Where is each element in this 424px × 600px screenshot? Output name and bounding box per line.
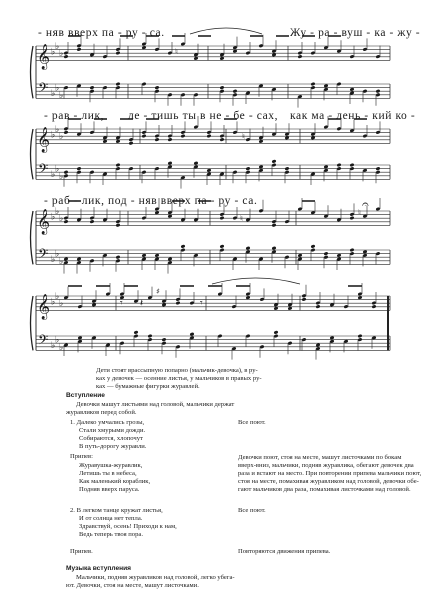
section-outro-body: Мальчики, подняв журавликов над головой, легко убега- ют. Девочки, стоя на месте, машут листочками. <box>66 574 235 589</box>
note-head <box>259 165 264 169</box>
brace <box>31 46 34 98</box>
note-head <box>207 134 212 138</box>
section-outro-title: Музыка вступления <box>66 565 132 572</box>
key-flat: ♭ <box>51 170 56 180</box>
note-head <box>220 216 225 220</box>
chorus-action: Девочки поют, стоя на месте, машут листочками по бокам вверх-вниз, мальчики, подняв журавлика, обегают девочек два раза и встают на место. При повторении припева мальчики поют, стоя на месте, помахивая журавликом над головой, девочки обе- гают мальчиков два раза, помахивая листочками над головой. <box>238 454 422 493</box>
key-flat: ♭ <box>59 342 64 353</box>
note-head <box>148 334 153 338</box>
note-head <box>298 54 303 58</box>
note-head <box>376 166 381 170</box>
note-head <box>285 166 290 170</box>
note-head <box>337 163 342 167</box>
treble-clef: 𝄞 <box>37 294 51 320</box>
key-flat: ♭ <box>55 125 60 135</box>
note-head <box>64 257 69 261</box>
treble-clef: 𝄞 <box>37 127 51 153</box>
note-head <box>168 257 173 261</box>
key-flat: ♭ <box>51 130 56 141</box>
verse-2: 2. В легком танце кружат листья, И от солнца нет тепла. Здравствуй, осень! Приходи к нам, Ведь теперь твоя пора. <box>70 507 177 538</box>
note-head <box>77 166 82 170</box>
note-head <box>64 54 69 58</box>
brace <box>31 296 34 350</box>
note-head <box>142 134 147 138</box>
note-head <box>311 244 316 248</box>
note-head <box>77 257 82 261</box>
note-head <box>272 159 277 163</box>
note-head <box>142 253 147 257</box>
fermata: 𝄐 <box>362 197 369 211</box>
note-head <box>181 244 186 248</box>
note-head <box>194 161 199 165</box>
quarter_rest: 𝄽 <box>140 298 144 309</box>
note-head <box>64 170 69 174</box>
note-head <box>220 244 225 248</box>
section-intro-title: Вступление <box>66 392 105 399</box>
sharp-accidental: ♯ <box>156 287 160 296</box>
note-head <box>324 251 329 255</box>
note-head <box>311 82 316 86</box>
key-flat: ♭ <box>59 214 64 225</box>
intro-paragraph: Дети стоят врассыпную попарно (мальчик-девочка), в ру- ках у девочек — осенние листья, у мальчиков в правых ру- ках — бумажные фигурки журавлей. <box>96 367 262 390</box>
note-head <box>376 89 381 93</box>
note-head <box>207 168 212 172</box>
note-head <box>116 51 121 55</box>
note-head <box>246 166 251 170</box>
note-head <box>77 47 82 51</box>
note-head <box>246 246 251 250</box>
note-head <box>190 332 195 336</box>
note-head <box>78 336 83 340</box>
note-head <box>272 223 277 227</box>
note-head <box>168 137 173 141</box>
note-head <box>220 85 225 89</box>
eighth_rest: 𝄾 <box>200 298 203 309</box>
eighth_rest: 𝄾 <box>120 298 123 309</box>
slur <box>212 278 300 284</box>
bass-clef: 𝄢 <box>38 331 49 351</box>
note-head <box>129 141 134 145</box>
note-head <box>324 165 329 169</box>
section-intro-body: Девочки машут листьями над головой, мальчики держат журавликов перед собой. <box>66 401 235 416</box>
lyrics-line-2-right: как ма - лень - кий ко - <box>290 110 416 122</box>
note-head <box>316 304 321 308</box>
key-flat: ♭ <box>59 299 64 310</box>
lyrics-line-2-mid: ле - тишь ты в не - бе - сах, <box>128 110 279 122</box>
bass-clef: 𝄢 <box>38 245 49 265</box>
note-head <box>181 134 186 138</box>
key-flat: ♭ <box>55 83 60 94</box>
note-head <box>330 336 335 340</box>
lyrics-line-1-left: - няв вверх па - ру - са. <box>38 27 165 39</box>
note-head <box>316 343 321 347</box>
key-flat: ♭ <box>59 256 64 267</box>
key-flat: ♭ <box>51 47 56 58</box>
chorus-2-action: Повторяются движения припева. <box>238 548 331 555</box>
note-head <box>64 130 69 134</box>
note-head <box>162 337 167 341</box>
note-head <box>168 161 173 165</box>
verse-1: 1. Далеко умчались грозы, Стали хмурыми дожди. Собираются, хлопочут В путь-дорогу журавли. <box>70 419 147 450</box>
note-head <box>90 85 95 89</box>
key-flat: ♭ <box>51 341 56 351</box>
key-flat: ♭ <box>59 49 64 60</box>
key-flat: ♭ <box>55 164 60 175</box>
verse-2-action: Все поют. <box>238 507 266 514</box>
lyrics-line-2-left: - рав - лик, <box>44 110 105 122</box>
note-head <box>302 297 307 301</box>
note-head <box>274 330 279 334</box>
note-head <box>116 223 121 227</box>
natural-accidental: ♮ <box>242 132 245 141</box>
verse-1-action: Все поют. <box>238 419 266 426</box>
bass-clef: 𝄢 <box>38 79 49 99</box>
note-head <box>350 248 355 252</box>
note-head <box>272 246 277 250</box>
note-head <box>363 250 368 254</box>
note-head <box>134 330 139 334</box>
chorus-2-label: Припев. <box>70 548 93 555</box>
brace <box>31 211 34 264</box>
note-head <box>324 84 329 88</box>
note-head <box>116 255 121 259</box>
natural-accidental: ♮ <box>240 214 243 223</box>
key-flat: ♭ <box>51 212 56 223</box>
note-head <box>337 253 342 257</box>
note-head <box>155 85 160 89</box>
note-head <box>155 253 160 257</box>
key-flat: ♭ <box>55 249 60 260</box>
key-flat: ♭ <box>55 292 60 302</box>
note-head <box>350 163 355 167</box>
chorus-text: Журавушка-журавлик, Летишь ты в небеса, Как маленький кораблик, Подняв вверх паруса. <box>79 462 151 493</box>
note-head <box>358 334 363 338</box>
chorus-label: Припев: <box>70 453 93 460</box>
note-head <box>176 301 181 305</box>
key-flat: ♭ <box>59 132 64 143</box>
note-head <box>220 137 225 141</box>
lyrics-line-1-right: Жу - ра - вуш - ка - жу - <box>290 27 421 39</box>
note-head <box>350 87 355 91</box>
note-head <box>350 216 355 220</box>
key-flat: ♭ <box>51 297 56 308</box>
brace <box>31 129 34 179</box>
slur <box>190 28 262 34</box>
key-flat: ♭ <box>51 89 56 99</box>
key-flat: ♭ <box>59 171 64 182</box>
note-head <box>116 163 121 167</box>
key-flat: ♭ <box>55 42 60 52</box>
natural-accidental: ♮ <box>175 47 178 56</box>
treble-clef: 𝄞 <box>37 209 51 235</box>
note-head <box>233 89 238 93</box>
note-head <box>90 219 95 223</box>
key-flat: ♭ <box>51 255 56 265</box>
natural-accidental: ♮ <box>358 208 361 217</box>
key-flat: ♭ <box>59 90 64 101</box>
bass-clef: 𝄢 <box>38 160 49 180</box>
note-head <box>372 304 377 308</box>
note-head <box>298 253 303 257</box>
treble-clef: 𝄞 <box>37 44 51 70</box>
note-head <box>155 137 160 141</box>
note-head <box>64 219 69 223</box>
note-head <box>116 82 121 86</box>
key-flat: ♭ <box>55 207 60 217</box>
key-flat: ♭ <box>55 335 60 346</box>
lyrics-line-3: - раб - лик, под - няв вверх па - ру - са. <box>44 195 258 207</box>
